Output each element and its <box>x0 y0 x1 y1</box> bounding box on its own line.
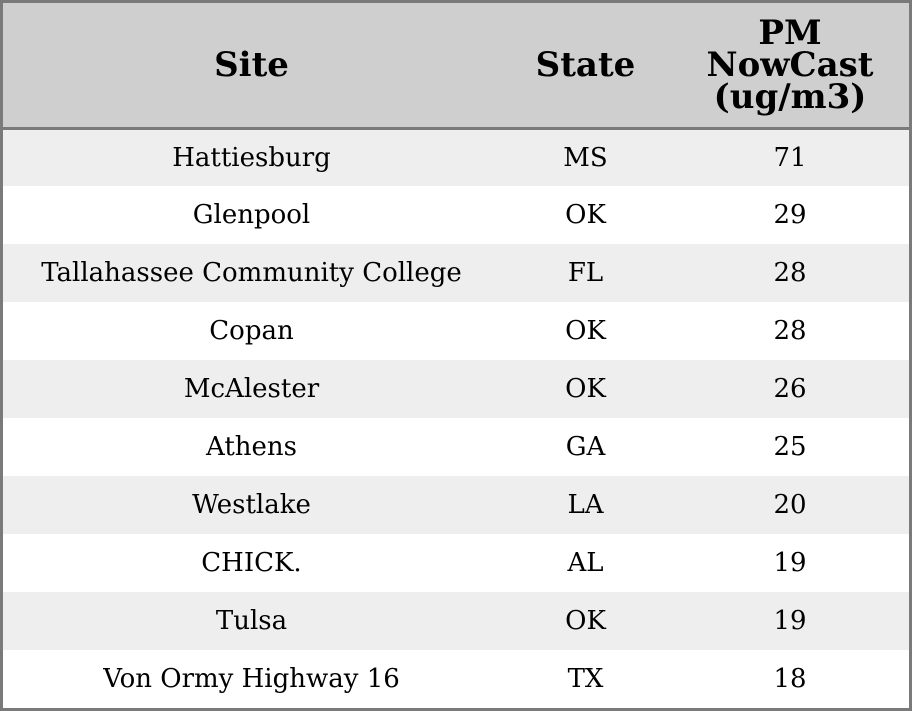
table-body <box>3 128 909 708</box>
column-header-pm-line-3: (ug/m3) <box>713 76 867 117</box>
column-header-site: Site <box>3 3 500 128</box>
cell-state: AL <box>567 548 604 578</box>
table-row <box>3 650 909 708</box>
cell-pm-nowcast: 71 <box>773 142 807 173</box>
table-row <box>3 418 909 476</box>
column-header-pm-nowcast <box>671 3 909 128</box>
cell-state: OK <box>565 200 606 230</box>
cell-pm-nowcast: 19 <box>773 606 807 636</box>
cell-state: OK <box>565 374 606 404</box>
column-header-pm-line-1: PM <box>758 12 822 53</box>
table-row <box>3 534 909 592</box>
cell-site: Hattiesburg <box>172 142 331 173</box>
cell-state: OK <box>565 316 606 346</box>
cell-pm-nowcast: 20 <box>773 490 807 520</box>
table-header-row <box>3 3 909 128</box>
cell-state: OK <box>565 606 606 636</box>
cell-site: Von Ormy Highway 16 <box>103 664 400 694</box>
cell-pm-nowcast: 18 <box>773 664 807 694</box>
table-row <box>3 186 909 244</box>
cell-site: Tulsa <box>215 606 288 636</box>
table-row <box>3 244 909 302</box>
cell-state: FL <box>567 258 604 288</box>
cell-site: McAlester <box>183 374 320 404</box>
cell-site: CHICK. <box>201 548 302 578</box>
table-row <box>3 476 909 534</box>
column-header-pm-line-2: NowCast <box>706 44 874 85</box>
cell-pm-nowcast: 28 <box>773 316 807 346</box>
cell-state: TX <box>567 664 604 694</box>
cell-pm-nowcast: 28 <box>773 258 807 288</box>
cell-site: Athens <box>206 432 297 462</box>
cell-site: Copan <box>209 316 294 346</box>
cell-site: Tallahassee Community College <box>41 258 462 288</box>
cell-site: Glenpool <box>192 200 311 230</box>
cell-state: MS <box>563 142 608 173</box>
cell-pm-nowcast: 26 <box>773 374 807 404</box>
cell-state: LA <box>567 490 604 520</box>
cell-pm-nowcast: 25 <box>773 432 807 462</box>
cell-pm-nowcast: 29 <box>773 200 807 230</box>
pm-nowcast-table <box>3 3 909 708</box>
table-row <box>3 592 909 650</box>
table-row <box>3 302 909 360</box>
table-row <box>3 360 909 418</box>
cell-site: Westlake <box>192 490 311 520</box>
cell-state: GA <box>565 432 606 462</box>
table-row <box>3 128 909 186</box>
column-header-state: State <box>500 3 671 128</box>
cell-pm-nowcast: 19 <box>773 548 807 578</box>
